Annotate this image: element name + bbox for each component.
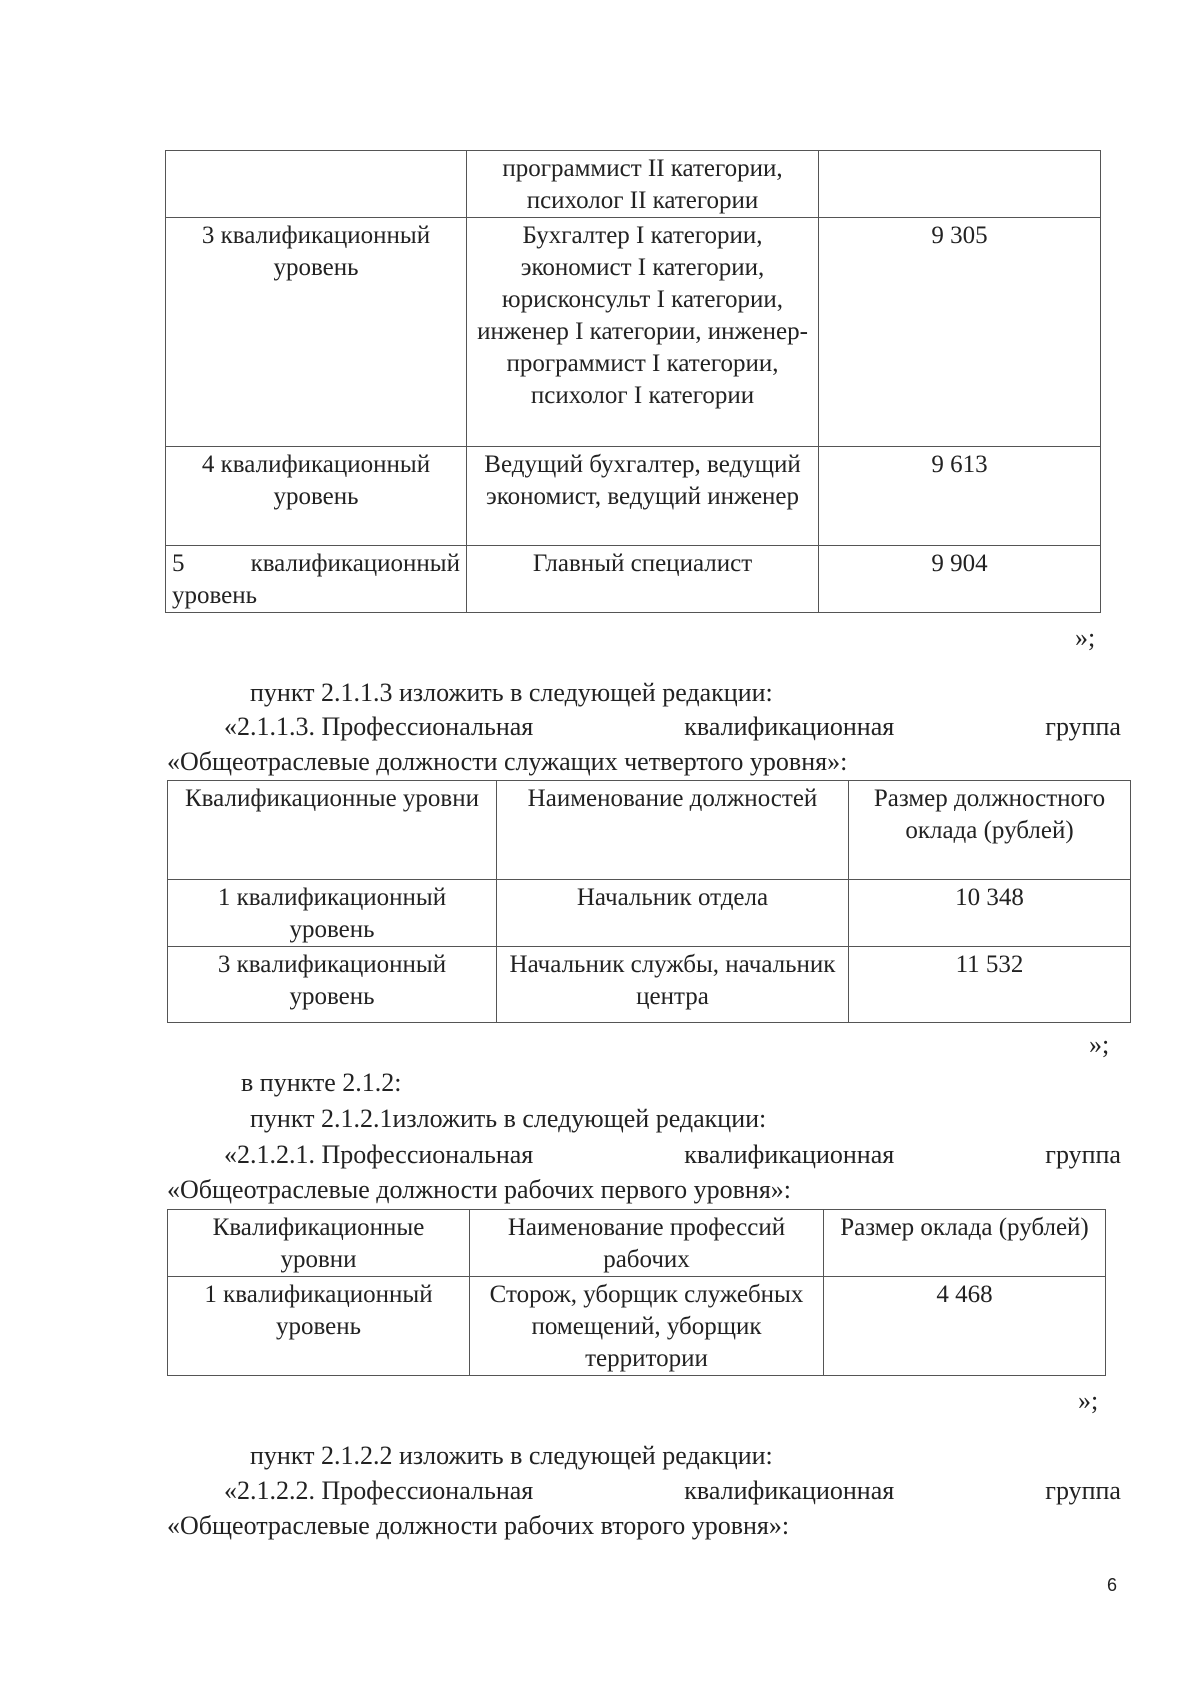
table-cell-positions: программист II категории, психолог II категории <box>467 151 819 218</box>
table-row <box>166 546 1101 613</box>
table-cell-level: 1 квалификационный уровень <box>168 880 497 947</box>
closing-quote: »; <box>1078 1386 1099 1415</box>
table-workers-first-level <box>167 1209 1106 1376</box>
table-cell-positions: Начальник службы, начальник центра <box>497 947 849 1023</box>
table-header-cell: Квалификационные уровни <box>168 781 497 880</box>
table-cell-level: 3 квалификационный уровень <box>168 947 497 1023</box>
table-cell-level: 1 квалификационный уровень <box>168 1277 470 1376</box>
heading-2-1-2-2 <box>224 1474 1121 1508</box>
heading-2-1-2-1-line2: «Общеотраслевые должности рабочих первого уровня»: <box>167 1175 792 1204</box>
table-cell-level: 3 квалификационный уровень <box>166 218 467 447</box>
heading-word: квалификационная <box>684 712 895 741</box>
heading-2-1-1-3-line2: «Общеотраслевые должности служащих четвертого уровня»: <box>167 747 848 776</box>
closing-quote: »; <box>1089 1030 1110 1059</box>
paragraph-in-2-1-2: в пункте 2.1.2: <box>241 1068 402 1097</box>
table-header-row <box>168 781 1131 880</box>
table-cell-salary: 4 468 <box>824 1277 1106 1376</box>
level-line-1: 5 квалификационный <box>172 550 460 577</box>
table-cell-salary: 11 532 <box>849 947 1131 1023</box>
heading-word: «2.1.2.1. Профессиональная <box>224 1140 534 1169</box>
heading-2-1-2-1 <box>224 1138 1121 1172</box>
page-number: 6 <box>1107 1575 1118 1595</box>
table-row <box>168 1277 1106 1376</box>
table-cell-positions: Главный специалист <box>467 546 819 613</box>
heading-word: «2.1.2.2. Профессиональная <box>224 1476 534 1505</box>
table-cell-salary: 9 904 <box>819 546 1101 613</box>
table-positions-fourth-level <box>167 780 1131 1023</box>
table-row <box>168 880 1131 947</box>
table-cell-salary: 9 613 <box>819 447 1101 546</box>
heading-word: квалификационная <box>684 1140 895 1169</box>
table-cell-positions: Начальник отдела <box>497 880 849 947</box>
heading-word: группа <box>1045 1476 1121 1505</box>
table-row <box>166 218 1101 447</box>
heading-word: группа <box>1045 1140 1121 1169</box>
table-header-row <box>168 1210 1106 1277</box>
table-header-cell: Размер оклада (рублей) <box>824 1210 1106 1277</box>
table-cell-salary <box>819 151 1101 218</box>
table-header-cell: Квалификационные уровни <box>168 1210 470 1277</box>
table-row <box>166 151 1101 218</box>
paragraph-amend-2-1-2-2: пункт 2.1.2.2 изложить в следующей редакции: <box>250 1441 773 1470</box>
table-header-cell: Размер должностного оклада (рублей) <box>849 781 1131 880</box>
heading-2-1-2-2-line2: «Общеотраслевые должности рабочих второго уровня»: <box>167 1511 790 1540</box>
table-cell-level: 4 квалификационный уровень <box>166 447 467 546</box>
table-header-cell: Наименование профессий рабочих <box>470 1210 824 1277</box>
table-cell-level <box>166 546 467 613</box>
table-cell-salary: 10 348 <box>849 880 1131 947</box>
table-cell-positions: Бухгалтер I категории, экономист I категории, юрисконсульт I категории, инженер I категории, инженер-программист I категории, психолог I категории <box>467 218 819 447</box>
table-positions-third-level <box>165 150 1101 613</box>
heading-word: группа <box>1045 712 1121 741</box>
level-line-2: уровень <box>172 582 258 609</box>
table-row <box>166 447 1101 546</box>
paragraph-amend-2-1-1-3: пункт 2.1.1.3 изложить в следующей редакции: <box>250 678 773 707</box>
table-cell-level <box>166 151 467 218</box>
closing-quote: »; <box>1075 623 1096 652</box>
heading-2-1-1-3 <box>224 710 1121 744</box>
heading-word: квалификационная <box>684 1476 895 1505</box>
heading-word: «2.1.1.3. Профессиональная <box>224 712 534 741</box>
table-row <box>168 947 1131 1023</box>
table-cell-positions: Ведущий бухгалтер, ведущий экономист, ведущий инженер <box>467 447 819 546</box>
table-header-cell: Наименование должностей <box>497 781 849 880</box>
table-cell-salary: 9 305 <box>819 218 1101 447</box>
table-cell-positions: Сторож, уборщик служебных помещений, уборщик территории <box>470 1277 824 1376</box>
paragraph-amend-2-1-2-1: пункт 2.1.2.1изложить в следующей редакции: <box>250 1104 767 1133</box>
